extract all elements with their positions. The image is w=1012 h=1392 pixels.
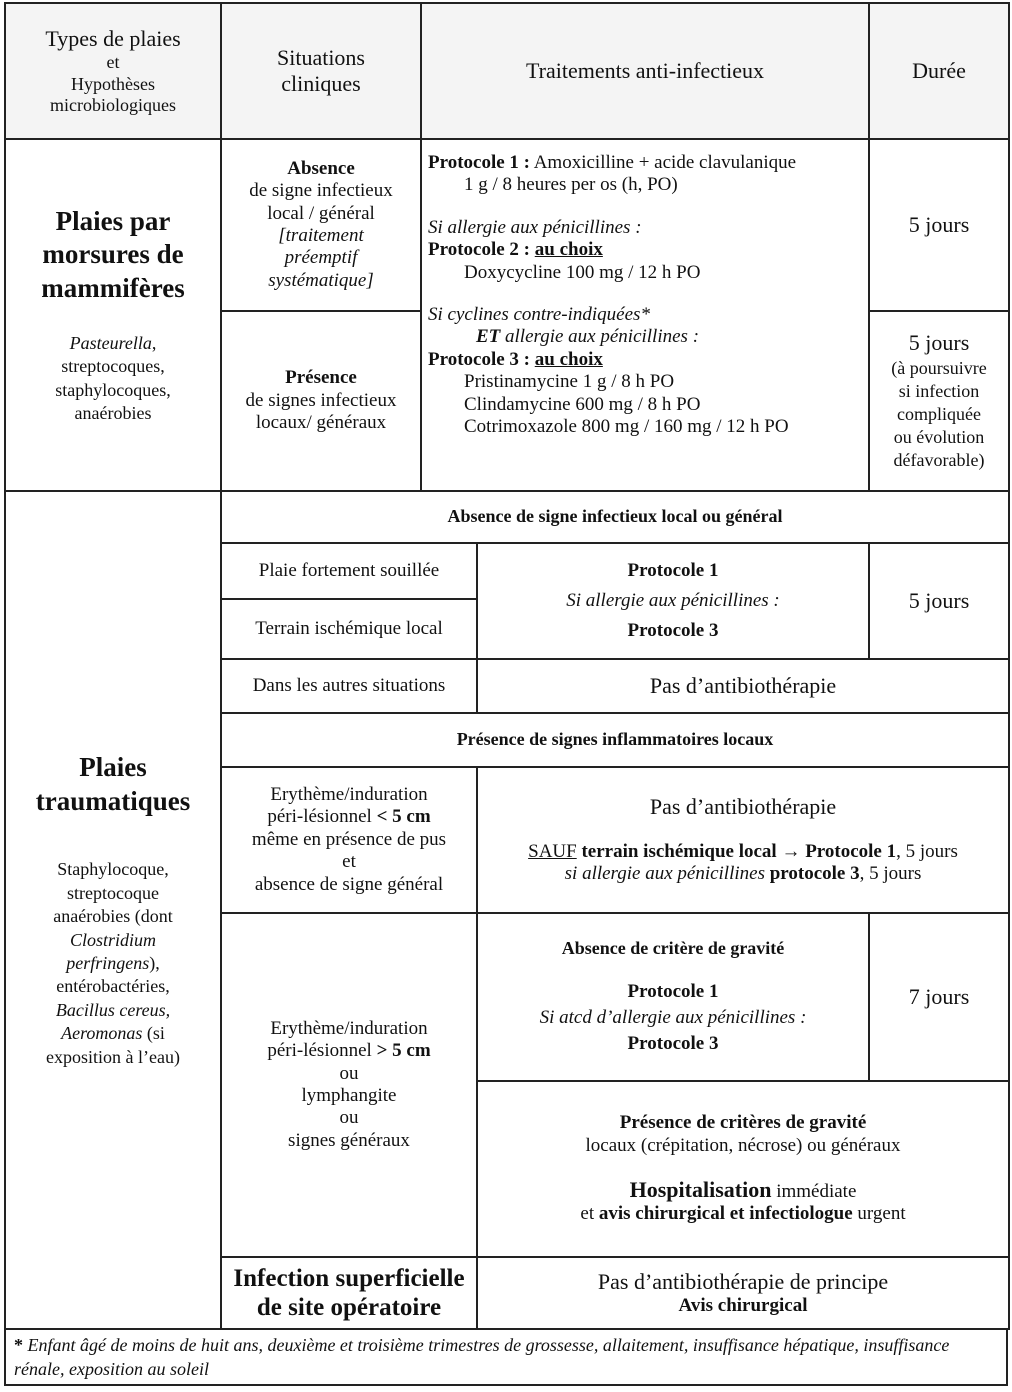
trauma-situation-soiled: Plaie fortement souillée <box>221 543 477 599</box>
bite-duration-2: 5 jours (à poursuivre si infection compliquée ou évolution défavorable) <box>869 311 1009 491</box>
trauma-no-severity-duration: 7 jours <box>869 913 1009 1081</box>
trauma-situation-ischemic: Terrain ischémique local <box>221 599 477 659</box>
trauma-presence-title: Présence de signes inflammatoires locaux <box>221 713 1009 767</box>
header-clinical-situations: Situations cliniques <box>221 3 421 139</box>
trauma-soiled-duration: 5 jours <box>869 543 1009 659</box>
trauma-no-severity: Absence de critère de gravité Protocole 1 Si atcd d’allergie aux pénicillines : Protocole 3 <box>477 913 869 1081</box>
bite-duration-1: 5 jours <box>869 139 1009 311</box>
bite-wound-type: Plaies par morsures de mammifères Pasteurella, streptocoques, staphylocoques, anaérobies <box>5 139 221 491</box>
bite-situation-absence: Absence de signe infectieux local / général [traitement préemptif systématique] <box>221 139 421 311</box>
trauma-erythema-small: Erythème/induration péri-lésionnel < 5 cm même en présence de pus et absence de signe général <box>221 767 477 913</box>
infection-treatment: Pas d’antibiothérapie de principe Avis chirurgical <box>477 1257 1009 1329</box>
bite-situation-presence: Présence de signes infectieux locaux/ généraux <box>221 311 421 491</box>
header-treatments: Traitements anti-infectieux <box>421 3 869 139</box>
antibiotic-table <box>4 2 1010 1330</box>
trauma-other-treatment: Pas d’antibiothérapie <box>477 659 1009 713</box>
trauma-wound-type: Plaies traumatiques Staphylocoque, streptocoque anaérobies (dont Clostridium perfringens), entérobactéries, Bacillus cereus, Aeromonas (si exposition à l’eau) <box>5 491 221 1329</box>
header-wound-types: Types de plaies et Hypothèses microbiologiques <box>5 3 221 139</box>
infection-type: Infection superficielle de site opératoire <box>221 1257 477 1329</box>
trauma-erythema-small-treatment: Pas d’antibiothérapie SAUF terrain ischémique local → Protocole 1, 5 jours si allergie aux pénicillines protocole 3, 5 jours <box>477 767 1009 913</box>
header-duration: Durée <box>869 3 1009 139</box>
trauma-erythema-large: Erythème/induration péri-lésionnel > 5 cm ou lymphangite ou signes généraux <box>221 913 477 1257</box>
trauma-row-absence-title <box>5 491 1009 543</box>
trauma-severity: Présence de critères de gravité locaux (crépitation, nécrose) ou généraux Hospitalisation immédiate et avis chirurgical et infectiologue urgent <box>477 1081 1009 1257</box>
trauma-soiled-treatment: Protocole 1 Si allergie aux pénicillines : Protocole 3 <box>477 543 869 659</box>
bite-germs: Pasteurella, streptocoques, staphylocoques, anaérobies <box>55 332 171 424</box>
bite-protocols: Protocole 1 : Amoxicilline + acide clavulanique 1 g / 8 heures per os (h, PO) Si allergie aux pénicillines : Protocole 2 : au choix Doxycycline 100 mg / 12 h PO Si cyclines contre-indiquées* ET allergie aux pénicillines : Protocole 3 : au choix Pristinamycine 1 g / 8 h PO Clindamycine 600 mg / 8 h PO Cotrimoxazole 800 mg / 160 mg / 12 h PO <box>421 139 869 491</box>
table-header-row <box>5 3 1009 139</box>
bite-row-absence <box>5 139 1009 311</box>
trauma-absence-title: Absence de signe infectieux local ou général <box>221 491 1009 543</box>
trauma-germs: Staphylocoque, streptocoque anaérobies (dont Clostridium perfringens), entérobactéries, Bacillus cereus, Aeromonas (si exposition à l’eau) <box>46 859 180 1067</box>
trauma-situation-other: Dans les autres situations <box>221 659 477 713</box>
footnote: * Enfant âgé de moins de huit ans, deuxième et troisième trimestres de grossesse, allaitement, insuffisance hépatique, insuffisance rénale, exposition au soleil <box>4 1330 1008 1386</box>
